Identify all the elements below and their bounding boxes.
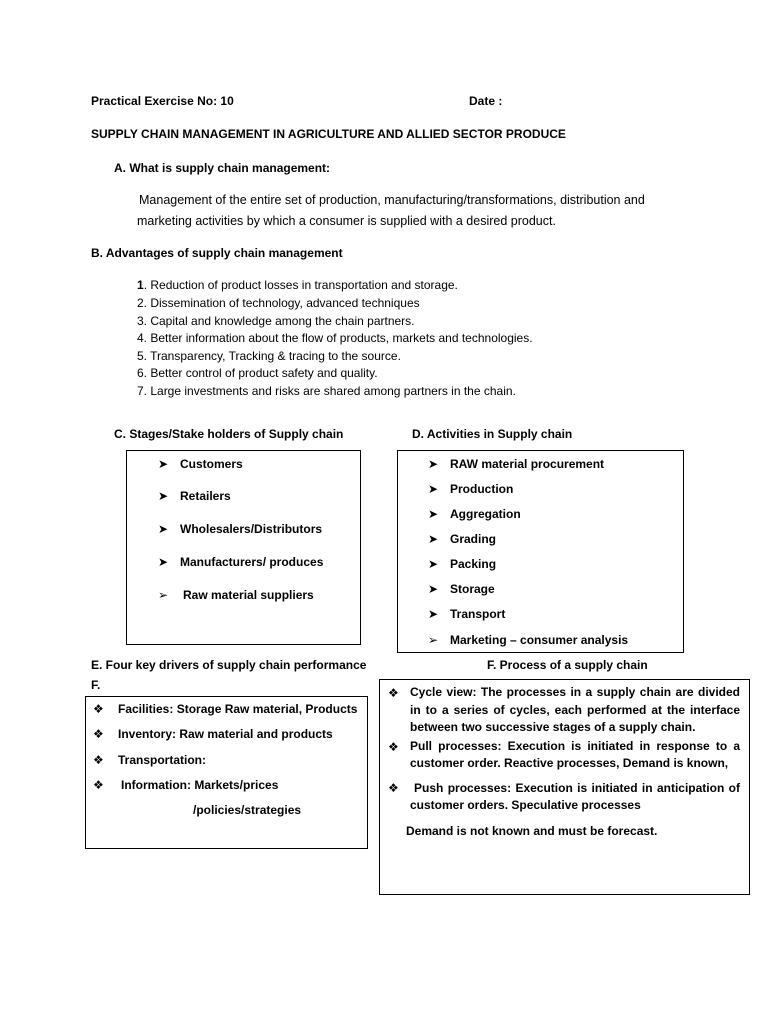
arrow-bullet-icon: ➤ [428,507,439,521]
activity-item [428,607,505,621]
advantage-item-3: 3. Capital and knowledge among the chain partners. [137,314,415,328]
driver-label: Transportation: [118,753,207,767]
exercise-number: Practical Exercise No: 10 [91,94,234,108]
push-process-line2: customer orders. Speculative processes [410,798,641,812]
advantage-item-1-text: . Reduction of product losses in transportation and storage. [143,278,458,292]
section-c-heading: C. Stages/Stake holders of Supply chain [114,427,344,441]
stakeholder-label: Retailers [180,489,231,503]
stakeholder-item [158,522,322,536]
activity-item [428,457,604,471]
arrow-bullet-icon: ➤ [428,482,439,496]
activity-label: Production [450,482,514,496]
section-e-heading: E. Four key drivers of supply chain performance [91,658,367,672]
activity-item [428,633,628,647]
diamond-bullet-icon: ❖ [93,753,104,767]
driver-continuation: /policies/strategies [193,803,302,817]
driver-label: Information: Markets/prices [121,778,279,792]
advantage-item-6: 6. Better control of product safety and quality. [137,366,378,380]
section-a-heading: A. What is supply chain management: [114,161,331,175]
diamond-bullet-icon: ❖ [388,686,399,700]
activity-label: Packing [450,557,497,571]
activity-item [428,582,495,596]
stakeholder-item [158,489,231,503]
section-d-heading: D. Activities in Supply chain [412,427,573,441]
section-a-body-line2: marketing activities by which a consumer is supplied with a desired product. [137,214,556,228]
stray-f-label: F. [91,678,101,692]
pull-process-line2: customer order. Reactive processes, Demand is known, [410,756,729,770]
arrow-bullet-icon: ➤ [428,607,439,621]
section-a-body-line1: Management of the entire set of production, manufacturing/transformations, distribution and [139,193,645,207]
stakeholder-item [158,588,314,602]
advantage-item-1-number: 1 [137,278,144,292]
arrow-bullet-icon: ➤ [158,457,169,471]
activity-label: RAW material procurement [450,457,605,471]
advantage-item-5: 5. Transparency, Tracking & tracing to the source. [137,349,401,363]
stakeholder-item [158,457,243,471]
arrow-bullet-icon: ➤ [428,457,439,471]
demand-note: Demand is not known and must be forecast. [406,824,658,838]
activity-label: Marketing – consumer analysis [450,633,629,647]
section-f-heading: F. Process of a supply chain [487,658,648,672]
stakeholder-label: Manufacturers/ produces [180,555,324,569]
diamond-bullet-icon: ❖ [93,778,104,792]
hollow-arrow-bullet-icon: ➢ [428,633,439,647]
cycle-view-text: Cycle view: The processes in a supply chain are divided in to a series of cycles, each performed at the interface between two successive stages of a supply chain. [410,685,740,734]
date-label: Date : [469,94,503,108]
stakeholders-box [126,450,361,645]
activities-box [397,450,684,653]
page-title: SUPPLY CHAIN MANAGEMENT IN AGRICULTURE AND ALLIED SECTOR PRODUCE [91,127,566,141]
diamond-bullet-icon: ❖ [388,781,399,795]
advantage-item-7: 7. Large investments and risks are shared among partners in the chain. [137,384,516,398]
section-b-heading: B. Advantages of supply chain management [91,246,343,260]
activity-label: Transport [450,607,506,621]
driver-item [93,702,357,716]
pull-process-line1: Pull processes: Execution is initiated in response to a [410,739,740,753]
activity-item [428,482,513,496]
push-process-line1: Push processes: Execution is initiated in anticipation of [414,781,740,795]
activity-label: Aggregation [450,507,521,521]
diamond-bullet-icon: ❖ [93,702,104,716]
stakeholder-label: Raw material suppliers [183,588,314,602]
driver-label: Facilities: Storage Raw material, Products [118,702,358,716]
diamond-bullet-icon: ❖ [93,727,104,741]
activity-label: Storage [450,582,495,596]
stakeholder-label: Wholesalers/Distributors [180,522,323,536]
stakeholder-label: Customers [180,457,243,471]
activity-item [428,507,521,521]
arrow-bullet-icon: ➤ [428,532,439,546]
advantage-item-4: 4. Better information about the flow of products, markets and technologies. [137,331,533,345]
drivers-box [85,696,368,849]
arrow-bullet-icon: ➤ [428,557,439,571]
driver-item [93,753,206,767]
arrow-bullet-icon: ➤ [428,582,439,596]
activity-item [428,532,496,546]
arrow-bullet-icon: ➤ [158,522,169,536]
diamond-bullet-icon: ❖ [388,740,399,754]
activity-item [428,557,496,571]
driver-item [93,778,278,792]
arrow-bullet-icon: ➤ [158,555,169,569]
driver-label: Inventory: Raw material and products [118,727,333,741]
driver-item [93,727,333,741]
arrow-bullet-icon: ➤ [158,489,169,503]
hollow-arrow-bullet-icon: ➢ [158,588,169,602]
activity-label: Grading [450,532,497,546]
advantage-item-1 [137,278,458,292]
advantage-item-2: 2. Dissemination of technology, advanced techniques [137,296,420,310]
stakeholder-item [158,555,323,569]
